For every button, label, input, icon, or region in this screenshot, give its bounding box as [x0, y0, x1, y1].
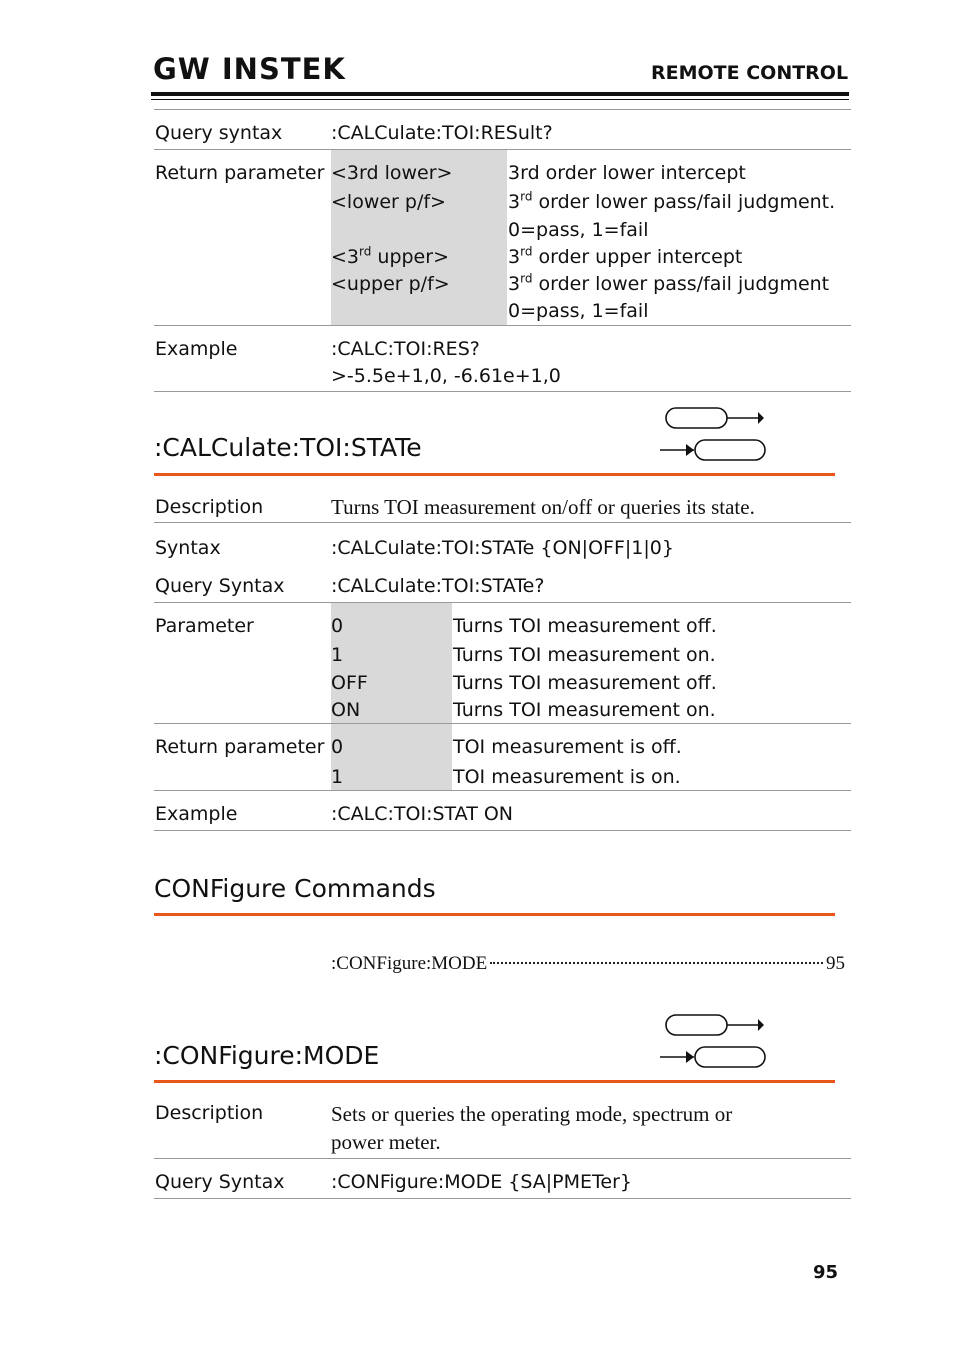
example-label: Example: [155, 338, 238, 360]
param-value: 0: [331, 615, 344, 637]
parameter-column-bg: [331, 724, 452, 790]
divider: [154, 522, 851, 523]
set-query-icon: [658, 1012, 766, 1072]
return-value: 1: [331, 766, 344, 788]
section-heading-configure: CONFigure Commands: [154, 874, 436, 903]
return-desc: TOI measurement is on.: [453, 766, 681, 788]
toc-entry[interactable]: [331, 952, 845, 976]
toc-page: 95: [826, 953, 845, 974]
example-query: :CALC:TOI:RES?: [331, 338, 480, 360]
desc-pass-fail: 0=pass, 1=fail: [508, 300, 649, 322]
description-label: Description: [155, 1102, 264, 1124]
section-heading-toi-state: :CALCulate:TOI:STATe: [154, 433, 422, 462]
toc-leader: [490, 962, 823, 964]
divider: [154, 602, 851, 603]
divider: [154, 109, 851, 110]
return-parameter-label: Return parameter: [155, 736, 325, 758]
heading-underline: [154, 913, 835, 916]
description-text: Sets or queries the operating mode, spectrum or: [331, 1102, 733, 1126]
query-syntax-value: :CALCulate:TOI:STATe?: [331, 575, 545, 597]
query-syntax-label: Query Syntax: [155, 1171, 285, 1193]
param-value: 1: [331, 644, 344, 666]
desc-lower-intercept: 3rd order lower intercept: [508, 162, 746, 184]
toc-entry-label: :CONFigure:MODE: [331, 953, 488, 974]
param-3rd-lower: <3rd lower>: [331, 162, 453, 184]
param-desc: Turns TOI measurement off.: [453, 672, 717, 694]
header-rule-thin: [151, 99, 849, 100]
param-lower-pf: <lower p/f>: [331, 191, 446, 213]
heading-underline: [154, 1080, 835, 1083]
param-desc: Turns TOI measurement on.: [453, 644, 716, 666]
desc-pass-fail: 0=pass, 1=fail: [508, 219, 649, 241]
divider: [154, 830, 851, 831]
header-rule-thick: [151, 92, 849, 96]
example-label: Example: [155, 803, 238, 825]
param-value: OFF: [331, 672, 368, 694]
divider: [154, 723, 851, 724]
query-syntax-value: :CONFigure:MODE {SA|PMETer}: [331, 1171, 632, 1193]
example-value: :CALC:TOI:STAT ON: [331, 803, 514, 825]
return-parameter-label: Return parameter: [155, 162, 325, 184]
section-heading-configure-mode: :CONFigure:MODE: [154, 1041, 380, 1070]
query-syntax-value: :CALCulate:TOI:RESult?: [331, 122, 553, 144]
divider: [154, 1198, 851, 1199]
divider: [154, 790, 851, 791]
parameter-label: Parameter: [155, 615, 254, 637]
example-response: >-5.5e+1,0, -6.61e+1,0: [331, 365, 561, 387]
page-number: 95: [813, 1262, 839, 1283]
divider: [154, 325, 851, 326]
description-label: Description: [155, 496, 264, 518]
desc-upper-intercept: 3rd order upper intercept: [508, 244, 743, 268]
section-title: REMOTE CONTROL: [651, 62, 849, 84]
param-desc: Turns TOI measurement on.: [453, 699, 716, 721]
set-query-icon: [658, 405, 766, 465]
syntax-value: :CALCulate:TOI:STATe {ON|OFF|1|0}: [331, 537, 674, 559]
param-value: ON: [331, 699, 361, 721]
gw-instek-logo: GW INSTEK: [153, 52, 346, 86]
description-text: Turns TOI measurement on/off or queries its state.: [331, 495, 755, 519]
param-upper-pf: <upper p/f>: [331, 273, 450, 295]
syntax-label: Syntax: [155, 537, 221, 559]
description-text: power meter.: [331, 1130, 441, 1154]
param-desc: Turns TOI measurement off.: [453, 615, 717, 637]
heading-underline: [154, 473, 835, 476]
desc-upper-pf: 3rd order lower pass/fail judgment: [508, 271, 830, 295]
query-syntax-label: Query syntax: [155, 122, 283, 144]
param-3rd-upper: <3rd upper>: [331, 244, 449, 268]
return-desc: TOI measurement is off.: [453, 736, 682, 758]
return-value: 0: [331, 736, 344, 758]
desc-lower-pf: 3rd order lower pass/fail judgment.: [508, 189, 836, 213]
query-syntax-label: Query Syntax: [155, 575, 285, 597]
divider: [154, 391, 851, 392]
divider: [154, 1158, 851, 1159]
